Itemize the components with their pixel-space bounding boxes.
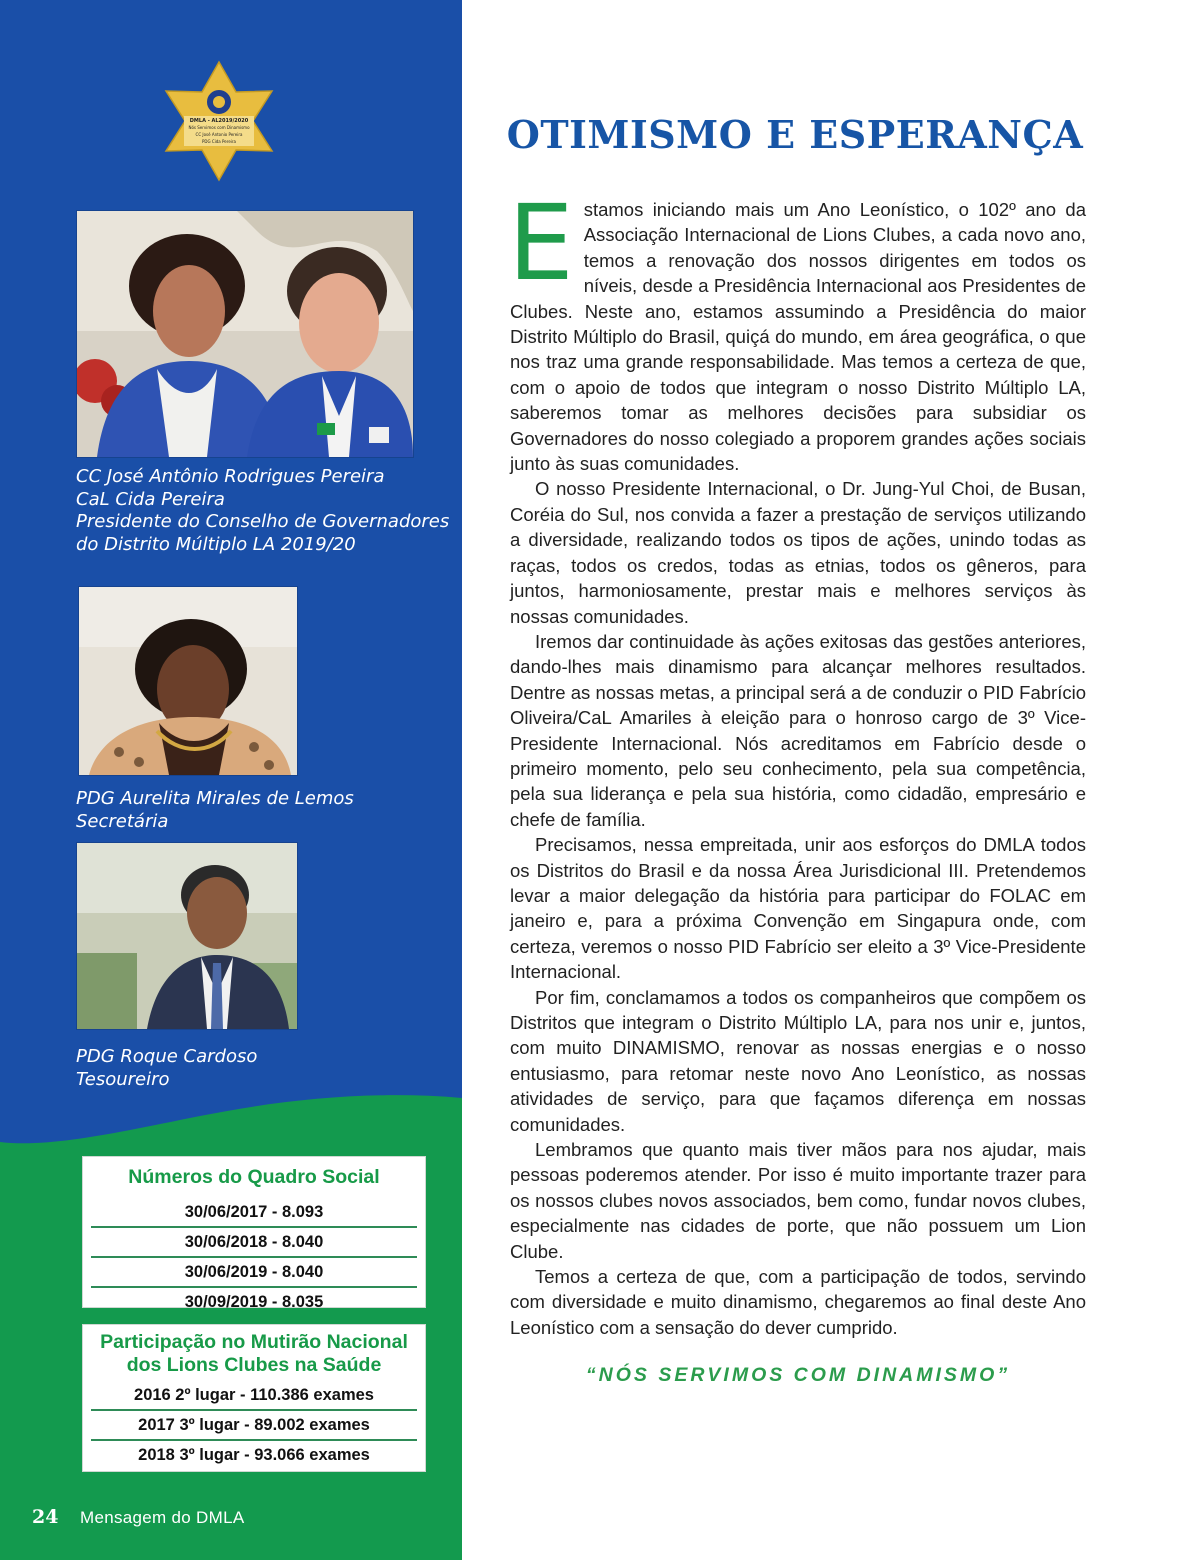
mutirao-title-line: Participação no Mutirão Nacional (100, 1331, 408, 1353)
mutirao-stats-row: 2016 2º lugar - 110.386 exames (91, 1381, 417, 1411)
sidebar (0, 0, 462, 1560)
caption-line: CaL Cida Pereira (76, 488, 225, 510)
mutirao-stats-row: 2018 3º lugar - 93.066 exames (138, 1446, 370, 1464)
mutirao-stats-row: 2017 3º lugar - 89.002 exames (91, 1411, 417, 1441)
members-stats-row: 30/09/2019 - 8.035 (184, 1293, 324, 1311)
members-stats-row: 30/06/2019 - 8.040 (91, 1258, 417, 1288)
caption-line: PDG Aurelita Mirales de Lemos (76, 788, 354, 809)
article-paragraph: Precisamos, nessa empreitada, unir aos esforços do DMLA todos os Distritos do Brasil e da nossa Área Jurisdicional III. Pretendemos levar a maior delegação da história para participar do FOLAC em janeiro e, para a próxima Convenção em Singapura onde, com certeza, veremos o nosso PID Fabrício ser eleito a 3º Vice-Presidente Internacional. (510, 834, 1086, 983)
article-paragraph: Temos a certeza de que, com a participação de todos, servindo com diversidade e muito dinamismo, chegaremos ao final deste Ano Leonístico com a sensação do dever cumprido. (510, 1266, 1086, 1338)
badge-line-2: Nós Servimos com Dinamismo (188, 125, 250, 130)
photo-roque (76, 842, 298, 1030)
page-number: 24 (32, 1506, 59, 1528)
members-stats-row: 30/06/2018 - 8.040 (91, 1228, 417, 1258)
members-stats-title: Números do Quadro Social (128, 1166, 380, 1188)
caption-line: CC José Antônio Rodrigues Pereira (76, 466, 385, 487)
article-paragraph: Por fim, conclamamos a todos os companheiros que compõem os Distritos que integram o Distrito Múltiplo LA, para nos unir e, juntos, com muito DINAMISMO, renovar as nossas energias e o nosso entusiasmo, para retomar neste novo Ano Leonístico, as nossas atividades de serviço, para que façamos diferença em nossas comunidades. (510, 986, 1086, 1135)
mutirao-stats-box (82, 1324, 426, 1472)
badge-line-3: CC José Antonio Pereira (195, 132, 243, 137)
dmla-star-badge (160, 60, 278, 182)
photo-couple (76, 210, 414, 458)
article-title: OTIMISMO E ESPERANÇA (506, 112, 1084, 157)
mutirao-stats-title (83, 1325, 425, 1381)
article-paragraph: Lembramos que quanto mais tiver mãos para nos ajudar, mais pessoas poderemos atender. Por isso é muito importante trazer para os nossos clubes novos associados, bem como, fundar novos clubes, especialmente nas cidades de porte, que não possuem um Lion Clube. (510, 1139, 1086, 1262)
mutirao-title-line: dos Lions Clubes na Saúde (126, 1354, 382, 1376)
article-body (508, 182, 1086, 1340)
badge-line-1: DMLA - AL2019/2020 (189, 118, 249, 124)
caption-line: PDG Roque Cardoso (76, 1046, 258, 1067)
article-paragraph: Iremos dar continuidade às ações exitosas das gestões anteriores, dando-lhes mais dinamismo para alcançar melhores resultados. Dentre as nossas metas, a principal será a de conduzir o PID Fabrício Oliveira/CaL Amariles à eleição para o honroso cargo de 3º Vice-Presidente Internacional. Nós acreditamos em Fabrício desde o primeiro momento, pelo seu conhecimento, pela sua competência, pela sua liderança e pela sua história, como cidadão, empresário e chefe de família. (510, 630, 1086, 830)
caption-aurelita (76, 788, 354, 833)
caption-line: Tesoureiro (76, 1068, 170, 1090)
caption-line: Presidente do Conselho de Governadores (76, 511, 450, 532)
badge-line-4: PDG Cida Pereira (202, 139, 236, 144)
caption-line: do Distrito Múltiplo LA 2019/20 (76, 533, 356, 555)
article-paragraph: stamos iniciando mais um Ano Leonístico, o 102º ano da Associação Internacional de Lions Clubes, a cada novo ano, temos a renovação dos nossos dirigentes em todos os níveis, desde a Presidência Internacional aos Presidentes de Clubes. Neste ano, estamos assumindo a Presidência do maior Distrito Múltiplo do Brasil, quiçá do mundo, em área geográfica, o que nos traz uma grande responsabilidade. Mas temos a certeza de que, com o apoio de todos que integram o nosso Distrito Múltiplo LA, saberemos tomar as melhores decisões para subsidiar os Governadores do nosso colegiado a proporem grandes ações sociais junto às suas comunidades. (510, 199, 1086, 475)
photo-aurelita (78, 586, 298, 776)
members-stats-row: 30/06/2017 - 8.093 (91, 1198, 417, 1228)
caption-couple (76, 466, 449, 556)
drop-cap: E (508, 182, 574, 304)
section-name: Mensagem do DMLA (80, 1508, 245, 1527)
motto: “NÓS SERVIMOS COM DINAMISMO” (585, 1364, 1011, 1386)
caption-line: Secretária (76, 810, 169, 832)
caption-roque (76, 1046, 257, 1091)
article-paragraph: O nosso Presidente Internacional, o Dr. Jung-Yul Choi, de Busan, Coréia do Sul, nos convida a fazer a prestação de serviços utilizando a diversidade, realizando todos os tipos de ações, unindo todas as raças, todos os credos, todas as etnias, todos os gêneros, para juntos, harmoniosamente, prestar mais e melhores serviços às nossas comunidades. (510, 478, 1086, 627)
members-stats-box (82, 1156, 426, 1311)
